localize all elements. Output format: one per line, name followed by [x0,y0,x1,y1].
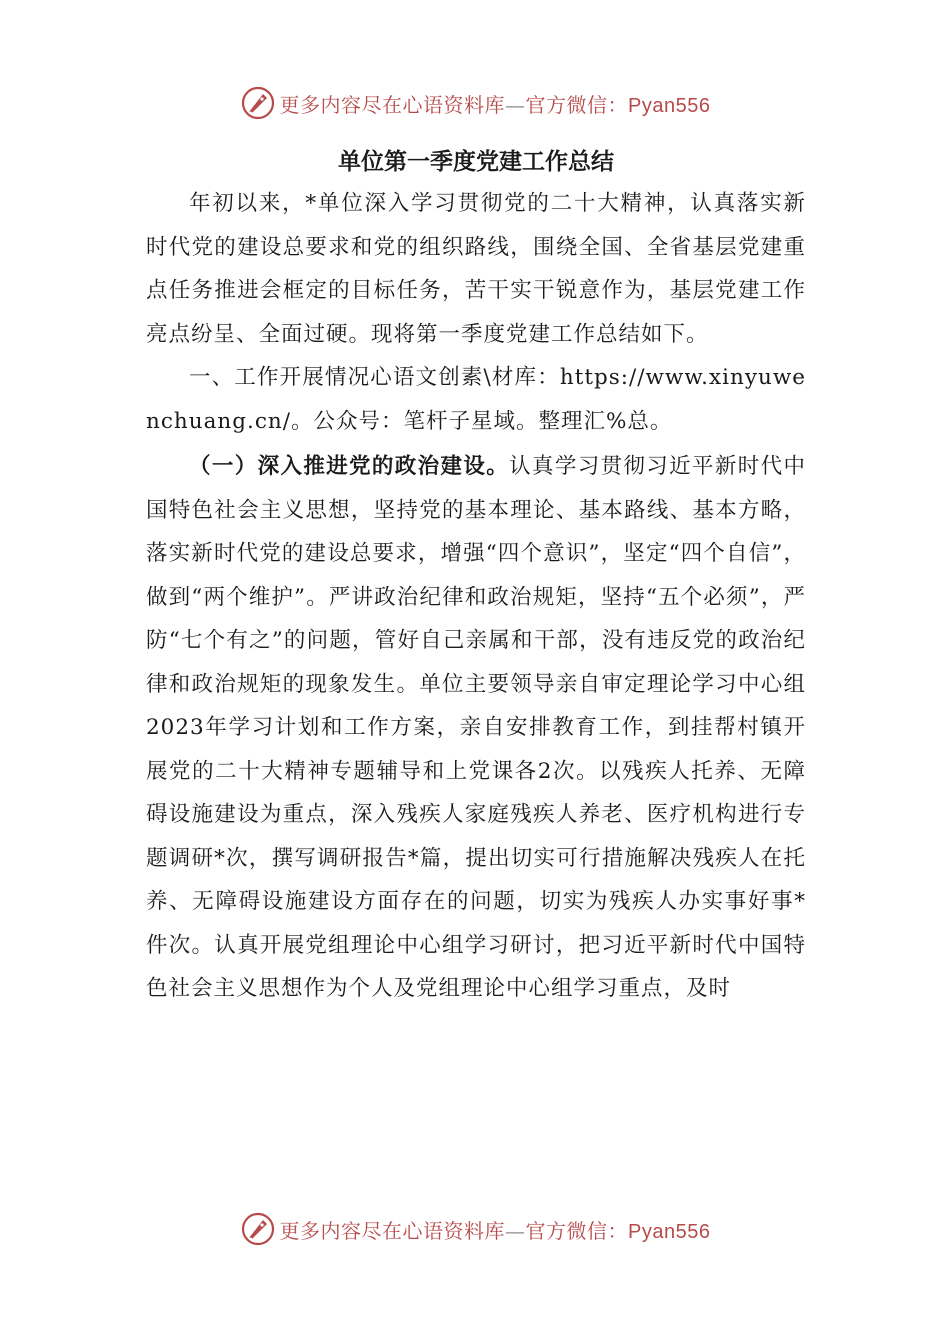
political-construction-paragraph [146,445,806,1011]
paragraph-text: 认真学习贯彻习近平新时代中国特色社会主义思想，坚持党的基本理论、基本路线、基本方略，落实新时代党的建设总要求，增强“四个意识”，坚定“四个自信”，做到“两个维护”。严讲政治纪律和政治规矩，坚持“五个必须”，严防“七个有之”的问题，管好自己亲属和干部，没有违反党的政治纪律和政治规矩的现象发生。单位主要领导亲自审定理论学习中心组2023年学习计划和工作方案，亲自安排教育工作，到挂帮村镇开展党的二十大精神专题辅导和上党课各2次。以残疾人托养、无障碍设施建设为重点，深入残疾人家庭残疾人养老、医疗机构进行专题调研*次，撰写调研报告*篇，提出切实可行措施解决残疾人在托养、无障碍设施建设方面存在的问题，切实为残疾人办实事好事*件次。认真开展党组理论中心组学习研讨，把习近平新时代中国特色社会主义思想作为个人及党组理论中心组学习重点，及时 [146,454,806,1001]
banner-separator: — [505,92,526,117]
document-title: 单位第一季度党建工作总结 [338,148,614,175]
header-watermark-banner [0,80,950,126]
intro-paragraph [146,182,806,356]
banner-wechat-id: Pyan556 [628,1220,711,1243]
section-heading-paragraph [146,356,806,443]
banner-wechat-label: 官方微信： [525,1218,629,1243]
banner-prefix: 更多内容尽在心语资料库 [279,1218,506,1243]
document-body [146,138,806,1011]
paragraph-text: 一、工作开展情况心语文创素\材库：https://www.xinyuwenchuang.cn/。公众号：笔杆子星域。整理汇%总。 [146,365,806,434]
paragraph-text: 年初以来，*单位深入学习贯彻党的二十大精神，认真落实新时代党的建设总要求和党的组织路线，围绕全国、全省基层党建重点任务推进会框定的目标任务，苦干实干锐意作为，基层党建工作亮点纷呈、全面过硬。现将第一季度党建工作总结如下。 [146,191,806,347]
pen-nib-logo-icon [240,1211,276,1247]
banner-wechat-id: Pyan556 [628,94,711,117]
banner-prefix: 更多内容尽在心语资料库 [279,92,506,117]
pen-nib-logo-icon [240,85,276,121]
banner-wechat-label: 官方微信： [525,92,629,117]
paragraph-lead-heading: （一）深入推进党的政治建设。 [189,454,510,479]
banner-separator: — [505,1218,526,1243]
footer-watermark-banner [0,1206,950,1252]
